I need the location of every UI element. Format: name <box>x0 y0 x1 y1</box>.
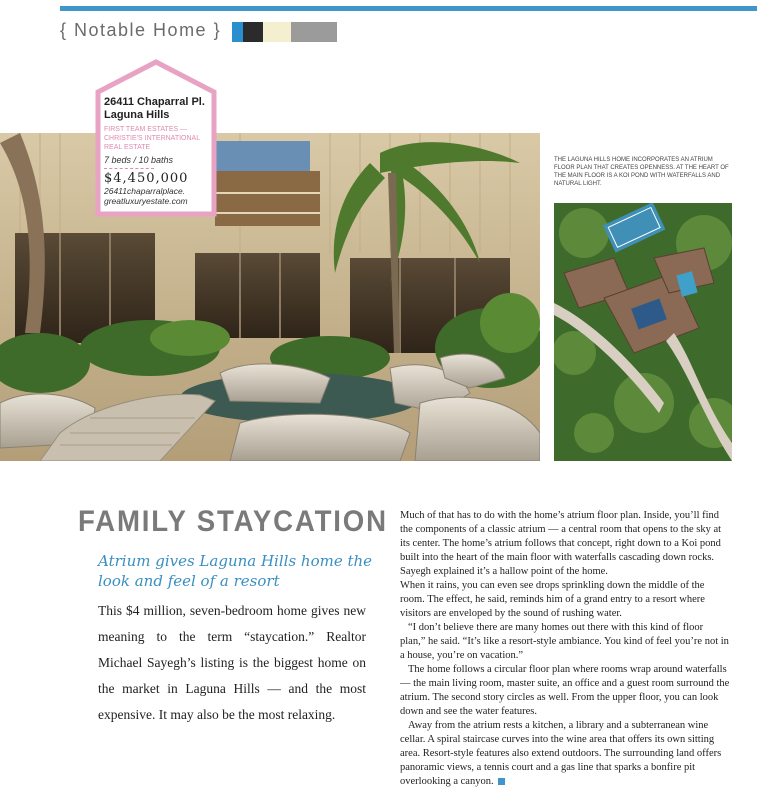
swatch-cream <box>263 22 291 42</box>
tag-divider <box>104 168 154 169</box>
listing-agency: FIRST TEAM ESTATES — CHRISTIE'S INTERNATIONAL REAL ESTATE <box>104 126 200 151</box>
color-swatches <box>232 22 337 42</box>
body-paragraph: “I don’t believe there are many homes out there with this kind of floor plan,” he said. “It’s like a resort-style ambiance. You kind of feel you’re not in a house, you’re on vacation.” <box>400 622 729 661</box>
aerial-photo <box>554 203 732 461</box>
article-intro: This $4 million, seven-bedroom home gives new meaning to the term “staycation.” Realtor Michael Sayegh’s listing is the biggest home on the market in Laguna Hills — and the most expensive. It may also be the most relaxing. <box>98 603 366 722</box>
end-of-article-icon <box>498 778 505 785</box>
atrium-photo <box>0 133 540 461</box>
article-body <box>400 509 730 789</box>
body-paragraph: Away from the atrium rests a kitchen, a library and a subterranean wine cellar. A spiral staircase curves into the wine area that offers its own sitting area. Resort-style features also extend outdoors. The surrounding land offers panoramic views, a tennis court and a gas line that sparks a bonfire pit overlooking a canyon. <box>400 720 722 787</box>
body-paragraph: Much of that has to do with the home’s atrium floor plan. Inside, you’ll find the components of a classic atrium — a central room that opens to the sky at its center. The home’s atrium follows that concept, right down to a Koi pond built into the heart of the main floor with waterfalls cascading down rocks. Sayegh explained it’s a hallow point of the home. <box>400 510 722 577</box>
listing-beds-baths: 7 beds / 10 baths <box>104 155 174 165</box>
swatch-blue <box>232 22 243 42</box>
listing-website[interactable]: 26411chaparralplace. greatluxuryestate.com <box>104 186 188 206</box>
swatch-black <box>243 22 263 42</box>
body-paragraph: When it rains, you can even see drops sprinkling down the middle of the room. The effect, he said, reminds him of a grand entry to a resort where visitors are enveloped by the sound of rushing water. <box>400 580 705 619</box>
article-subhead: Atrium gives Laguna Hills home the look and feel of a resort <box>98 552 373 590</box>
section-label: { Notable Home } <box>60 20 222 40</box>
photo-caption: THE LAGUNA HILLS HOME INCORPORATES AN ATRIUM FLOOR PLAN THAT CREATES OPENNESS. AT THE HEART OF THE MAIN FLOOR IS A KOI POND WITH WATERFALLS AND NATURAL LIGHT. <box>554 157 729 187</box>
listing-price: $4,450,000 <box>104 171 189 186</box>
top-rule <box>60 6 757 11</box>
listing-tag <box>92 58 220 218</box>
body-paragraph: The home follows a circular floor plan where rooms wrap around waterfalls — the main living room, master suite, an office and a guest room surround the atrium. The second story circles as well. From the upper floor, you can look down and see the water features. <box>400 664 730 717</box>
swatch-gray <box>291 22 337 42</box>
article-headline: FAMILY STAYCATION <box>78 505 388 538</box>
listing-address: 26411 Chaparral Pl. Laguna Hills <box>104 96 205 121</box>
